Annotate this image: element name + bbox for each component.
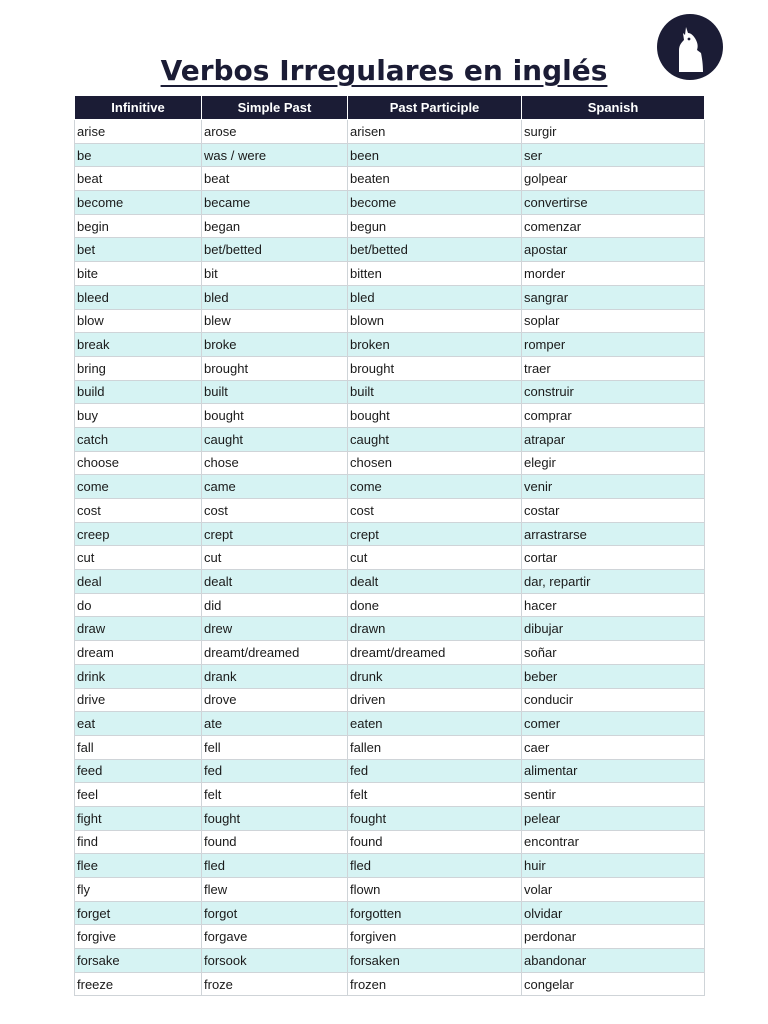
cell-infinitive: become bbox=[75, 191, 202, 215]
cell-simple-past: came bbox=[202, 475, 348, 499]
cell-past-participle: bought bbox=[348, 404, 522, 428]
cell-simple-past: forsook bbox=[202, 949, 348, 973]
cell-past-participle: forgiven bbox=[348, 925, 522, 949]
cell-past-participle: cost bbox=[348, 499, 522, 523]
cell-past-participle: begun bbox=[348, 214, 522, 238]
cell-simple-past: built bbox=[202, 380, 348, 404]
cell-spanish: huir bbox=[522, 854, 705, 878]
table-body bbox=[75, 120, 705, 996]
cell-simple-past: felt bbox=[202, 783, 348, 807]
cell-infinitive: arise bbox=[75, 120, 202, 144]
cell-infinitive: eat bbox=[75, 712, 202, 736]
table-row bbox=[75, 404, 705, 428]
column-header-spanish: Spanish bbox=[522, 96, 705, 120]
cell-past-participle: fled bbox=[348, 854, 522, 878]
table-row bbox=[75, 451, 705, 475]
table-row bbox=[75, 238, 705, 262]
cell-infinitive: come bbox=[75, 475, 202, 499]
cell-simple-past: ate bbox=[202, 712, 348, 736]
cell-past-participle: become bbox=[348, 191, 522, 215]
cell-spanish: beber bbox=[522, 664, 705, 688]
cell-simple-past: bit bbox=[202, 262, 348, 286]
cell-simple-past: bet/betted bbox=[202, 238, 348, 262]
cell-spanish: morder bbox=[522, 262, 705, 286]
table-row bbox=[75, 285, 705, 309]
table-row bbox=[75, 475, 705, 499]
cell-infinitive: feed bbox=[75, 759, 202, 783]
cell-simple-past: began bbox=[202, 214, 348, 238]
cell-spanish: encontrar bbox=[522, 830, 705, 854]
cell-spanish: surgir bbox=[522, 120, 705, 144]
cell-infinitive: fall bbox=[75, 735, 202, 759]
table-row bbox=[75, 688, 705, 712]
table-row bbox=[75, 427, 705, 451]
table-row bbox=[75, 901, 705, 925]
cell-infinitive: forsake bbox=[75, 949, 202, 973]
table-row bbox=[75, 167, 705, 191]
cell-past-participle: dealt bbox=[348, 570, 522, 594]
cell-infinitive: dream bbox=[75, 641, 202, 665]
cell-spanish: venir bbox=[522, 475, 705, 499]
cell-infinitive: bet bbox=[75, 238, 202, 262]
cell-spanish: soñar bbox=[522, 641, 705, 665]
cell-infinitive: break bbox=[75, 333, 202, 357]
cell-past-participle: eaten bbox=[348, 712, 522, 736]
cell-infinitive: creep bbox=[75, 522, 202, 546]
verbs-table bbox=[74, 95, 705, 996]
page-title-text: Verbos Irregulares en inglés bbox=[160, 53, 608, 87]
cell-infinitive: fly bbox=[75, 878, 202, 902]
cell-simple-past: flew bbox=[202, 878, 348, 902]
cell-simple-past: fought bbox=[202, 806, 348, 830]
table-header-row bbox=[75, 96, 705, 120]
cell-past-participle: crept bbox=[348, 522, 522, 546]
cell-simple-past: broke bbox=[202, 333, 348, 357]
cell-spanish: soplar bbox=[522, 309, 705, 333]
cell-spanish: congelar bbox=[522, 972, 705, 996]
table-row bbox=[75, 191, 705, 215]
cell-past-participle: fought bbox=[348, 806, 522, 830]
cell-simple-past: drew bbox=[202, 617, 348, 641]
table-row bbox=[75, 641, 705, 665]
cell-spanish: hacer bbox=[522, 593, 705, 617]
cell-past-participle: bitten bbox=[348, 262, 522, 286]
cell-infinitive: buy bbox=[75, 404, 202, 428]
cell-spanish: apostar bbox=[522, 238, 705, 262]
cell-spanish: cortar bbox=[522, 546, 705, 570]
table-row bbox=[75, 309, 705, 333]
cell-infinitive: deal bbox=[75, 570, 202, 594]
cell-spanish: ser bbox=[522, 143, 705, 167]
cell-past-participle: flown bbox=[348, 878, 522, 902]
cell-simple-past: found bbox=[202, 830, 348, 854]
cell-simple-past: did bbox=[202, 593, 348, 617]
cell-simple-past: blew bbox=[202, 309, 348, 333]
table-row bbox=[75, 617, 705, 641]
table-row bbox=[75, 854, 705, 878]
cell-spanish: romper bbox=[522, 333, 705, 357]
cell-spanish: dibujar bbox=[522, 617, 705, 641]
cell-simple-past: forgot bbox=[202, 901, 348, 925]
table-row bbox=[75, 214, 705, 238]
table-row bbox=[75, 262, 705, 286]
table-row bbox=[75, 830, 705, 854]
cell-infinitive: find bbox=[75, 830, 202, 854]
cell-past-participle: come bbox=[348, 475, 522, 499]
cell-spanish: dar, repartir bbox=[522, 570, 705, 594]
cell-spanish: costar bbox=[522, 499, 705, 523]
cell-simple-past: was / were bbox=[202, 143, 348, 167]
cell-spanish: pelear bbox=[522, 806, 705, 830]
cell-past-participle: bet/betted bbox=[348, 238, 522, 262]
cell-simple-past: drank bbox=[202, 664, 348, 688]
cell-simple-past: caught bbox=[202, 427, 348, 451]
cell-infinitive: beat bbox=[75, 167, 202, 191]
cell-infinitive: forgive bbox=[75, 925, 202, 949]
cell-spanish: comenzar bbox=[522, 214, 705, 238]
table-row bbox=[75, 499, 705, 523]
table-row bbox=[75, 878, 705, 902]
cell-spanish: alimentar bbox=[522, 759, 705, 783]
cell-spanish: volar bbox=[522, 878, 705, 902]
cell-simple-past: froze bbox=[202, 972, 348, 996]
cell-past-participle: forgotten bbox=[348, 901, 522, 925]
cell-infinitive: cost bbox=[75, 499, 202, 523]
cell-simple-past: bought bbox=[202, 404, 348, 428]
cell-infinitive: begin bbox=[75, 214, 202, 238]
cell-past-participle: brought bbox=[348, 356, 522, 380]
cell-past-participle: cut bbox=[348, 546, 522, 570]
cell-past-participle: drunk bbox=[348, 664, 522, 688]
table-row bbox=[75, 522, 705, 546]
cell-spanish: traer bbox=[522, 356, 705, 380]
cell-simple-past: chose bbox=[202, 451, 348, 475]
cell-past-participle: bled bbox=[348, 285, 522, 309]
cell-past-participle: beaten bbox=[348, 167, 522, 191]
cell-past-participle: broken bbox=[348, 333, 522, 357]
cell-past-participle: fed bbox=[348, 759, 522, 783]
cell-past-participle: felt bbox=[348, 783, 522, 807]
cell-infinitive: cut bbox=[75, 546, 202, 570]
cell-spanish: comer bbox=[522, 712, 705, 736]
cell-infinitive: fight bbox=[75, 806, 202, 830]
table-row bbox=[75, 925, 705, 949]
cell-simple-past: cut bbox=[202, 546, 348, 570]
cell-simple-past: cost bbox=[202, 499, 348, 523]
cell-past-participle: caught bbox=[348, 427, 522, 451]
table-row bbox=[75, 783, 705, 807]
cell-infinitive: be bbox=[75, 143, 202, 167]
cell-infinitive: build bbox=[75, 380, 202, 404]
cell-spanish: conducir bbox=[522, 688, 705, 712]
cell-spanish: sentir bbox=[522, 783, 705, 807]
table-row bbox=[75, 120, 705, 144]
cell-infinitive: feel bbox=[75, 783, 202, 807]
cell-infinitive: catch bbox=[75, 427, 202, 451]
cell-past-participle: arisen bbox=[348, 120, 522, 144]
table-row bbox=[75, 712, 705, 736]
cell-infinitive: freeze bbox=[75, 972, 202, 996]
cell-past-participle: forsaken bbox=[348, 949, 522, 973]
table-row bbox=[75, 759, 705, 783]
cell-spanish: golpear bbox=[522, 167, 705, 191]
cell-spanish: convertirse bbox=[522, 191, 705, 215]
cell-past-participle: been bbox=[348, 143, 522, 167]
column-header-simple-past: Simple Past bbox=[202, 96, 348, 120]
column-header-past-participle: Past Participle bbox=[348, 96, 522, 120]
alpaca-icon bbox=[657, 14, 723, 80]
cell-past-participle: driven bbox=[348, 688, 522, 712]
cell-simple-past: crept bbox=[202, 522, 348, 546]
cell-simple-past: drove bbox=[202, 688, 348, 712]
cell-simple-past: beat bbox=[202, 167, 348, 191]
cell-infinitive: drive bbox=[75, 688, 202, 712]
cell-past-participle: frozen bbox=[348, 972, 522, 996]
cell-infinitive: bring bbox=[75, 356, 202, 380]
cell-spanish: arrastrarse bbox=[522, 522, 705, 546]
cell-spanish: comprar bbox=[522, 404, 705, 428]
cell-spanish: atrapar bbox=[522, 427, 705, 451]
cell-infinitive: blow bbox=[75, 309, 202, 333]
table-row bbox=[75, 664, 705, 688]
table-row bbox=[75, 570, 705, 594]
table-row bbox=[75, 380, 705, 404]
cell-past-participle: found bbox=[348, 830, 522, 854]
cell-simple-past: dreamt/dreamed bbox=[202, 641, 348, 665]
cell-simple-past: fed bbox=[202, 759, 348, 783]
cell-infinitive: drink bbox=[75, 664, 202, 688]
table-row bbox=[75, 546, 705, 570]
cell-simple-past: dealt bbox=[202, 570, 348, 594]
cell-infinitive: draw bbox=[75, 617, 202, 641]
cell-simple-past: forgave bbox=[202, 925, 348, 949]
table-row bbox=[75, 593, 705, 617]
table-row bbox=[75, 356, 705, 380]
cell-past-participle: dreamt/dreamed bbox=[348, 641, 522, 665]
cell-simple-past: arose bbox=[202, 120, 348, 144]
cell-past-participle: done bbox=[348, 593, 522, 617]
cell-past-participle: drawn bbox=[348, 617, 522, 641]
cell-spanish: elegir bbox=[522, 451, 705, 475]
cell-spanish: olvidar bbox=[522, 901, 705, 925]
cell-spanish: caer bbox=[522, 735, 705, 759]
cell-spanish: sangrar bbox=[522, 285, 705, 309]
cell-infinitive: forget bbox=[75, 901, 202, 925]
cell-infinitive: flee bbox=[75, 854, 202, 878]
table-row bbox=[75, 333, 705, 357]
table-row bbox=[75, 972, 705, 996]
cell-past-participle: blown bbox=[348, 309, 522, 333]
table-row bbox=[75, 806, 705, 830]
cell-spanish: construir bbox=[522, 380, 705, 404]
cell-past-participle: fallen bbox=[348, 735, 522, 759]
cell-simple-past: fled bbox=[202, 854, 348, 878]
table-row bbox=[75, 735, 705, 759]
cell-infinitive: do bbox=[75, 593, 202, 617]
cell-spanish: abandonar bbox=[522, 949, 705, 973]
page-title bbox=[0, 49, 768, 93]
cell-spanish: perdonar bbox=[522, 925, 705, 949]
cell-past-participle: chosen bbox=[348, 451, 522, 475]
cell-past-participle: built bbox=[348, 380, 522, 404]
cell-simple-past: brought bbox=[202, 356, 348, 380]
cell-infinitive: bite bbox=[75, 262, 202, 286]
cell-simple-past: became bbox=[202, 191, 348, 215]
column-header-infinitive: Infinitive bbox=[75, 96, 202, 120]
cell-simple-past: fell bbox=[202, 735, 348, 759]
cell-infinitive: bleed bbox=[75, 285, 202, 309]
table-row bbox=[75, 949, 705, 973]
table-row bbox=[75, 143, 705, 167]
cell-infinitive: choose bbox=[75, 451, 202, 475]
cell-simple-past: bled bbox=[202, 285, 348, 309]
